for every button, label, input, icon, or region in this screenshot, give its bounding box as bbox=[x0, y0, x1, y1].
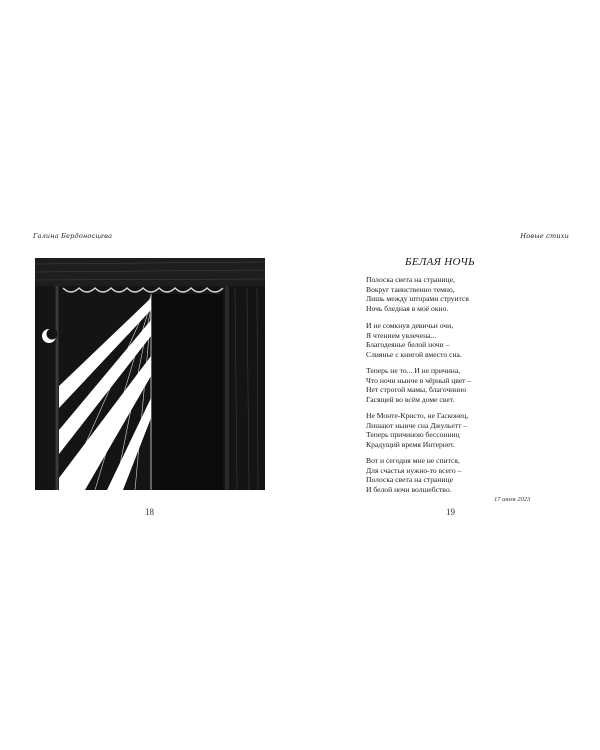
poem-line: Нет строгой мамы, благочинно bbox=[366, 385, 467, 395]
poem-line: Слиянье с книгой вместо сна. bbox=[366, 349, 462, 359]
poem-stanza bbox=[366, 275, 566, 313]
poem-stanza bbox=[366, 456, 566, 494]
moon-shadow bbox=[47, 329, 58, 340]
page-number-right: 19 bbox=[446, 507, 455, 517]
poem-line: Для счастья нужно-то всего – bbox=[366, 465, 462, 475]
poem-line: И не сомкнув девичьи очи, bbox=[366, 321, 454, 330]
poem-line: Крадущий время Интернет. bbox=[366, 439, 455, 449]
poem-stanza bbox=[366, 321, 566, 359]
poem-line: Что ночи нынче в чёрный цвет – bbox=[366, 375, 472, 385]
poem-line: Лишают нынче сна Джульетт – bbox=[366, 420, 468, 430]
poem-line: Благодеянье белой ночи – bbox=[366, 340, 450, 350]
poem-title: БЕЛАЯ НОЧЬ bbox=[405, 256, 475, 268]
poem-stanza bbox=[366, 411, 566, 449]
illustration-window-night bbox=[35, 258, 265, 490]
running-head-right: Новые стихи bbox=[520, 232, 569, 240]
poem-line: Я чтением увлечена... bbox=[366, 330, 437, 340]
poem-line: Лишь между шторами струится bbox=[366, 294, 469, 304]
poem-line: Полоска света на странице, bbox=[366, 275, 455, 284]
poem-line: Гасящей во всём доме свет. bbox=[366, 394, 455, 404]
poem-line: Ночь бледная в моё окно. bbox=[366, 303, 449, 313]
poem-line: Не Монте-Кристо, не Гасконец, bbox=[366, 411, 469, 420]
poem-date: 17 июля 2023 bbox=[494, 496, 531, 503]
poem-line: Теперь причиною бессонниц bbox=[366, 430, 460, 440]
curtain-panel bbox=[151, 294, 223, 490]
poem-line: Вокруг таинственно темно, bbox=[366, 284, 455, 294]
poem-line: Вот и сегодня мне не спится, bbox=[366, 456, 460, 465]
poem-stanza bbox=[366, 366, 566, 404]
poem-line: Теперь не то... И не причина, bbox=[366, 366, 461, 375]
running-head-left: Галина Бердоносцева bbox=[33, 232, 113, 240]
poem-line: Полоска света на странице bbox=[366, 475, 453, 485]
poem-line: И белой ночи волшебство. bbox=[366, 484, 452, 494]
page-number-left: 18 bbox=[145, 507, 154, 517]
